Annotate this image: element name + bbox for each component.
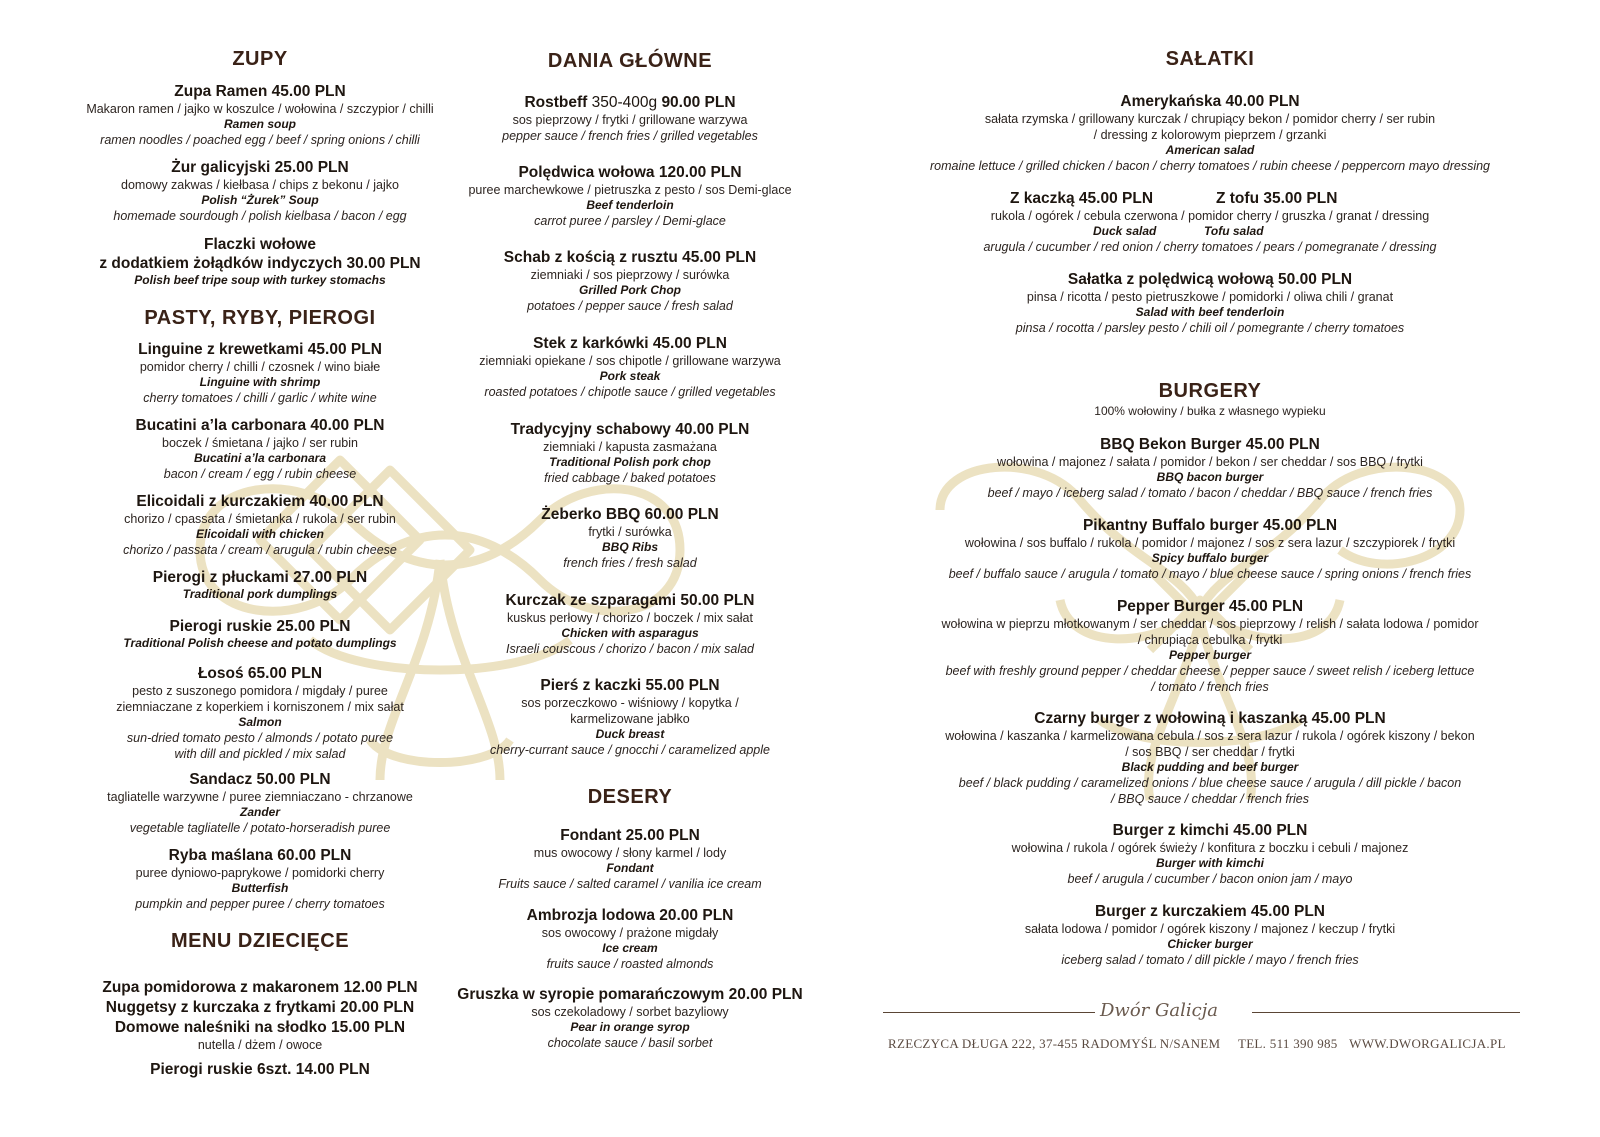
item-desc: sałata lodowa / pomidor / ogórek kiszony / majonez / keczup / frytki (1024, 922, 1396, 936)
item-desc: sos porzeczkowo - wiśniowy / kopytka / (521, 696, 739, 710)
item-desc: boczek / śmietana / jajko / ser rubin (162, 436, 358, 450)
menu-item (870, 92, 1550, 174)
item-desc-line2: karmelizowane jabłko (570, 712, 690, 726)
item-desc: nutella / dżem / owoce (197, 1038, 323, 1052)
item-en-title: Salad with beef tenderloin (1135, 305, 1285, 319)
item-name: Pierogi ruskie 25.00 PLN (169, 618, 351, 635)
item-en-title: Burger with kimchi (1155, 856, 1265, 870)
item-desc: wołowina w pieprzu młotkowanym / ser cheddar / sos pieprzowy / relish / sałata lodowa / pomidor (941, 617, 1479, 631)
menu-item (440, 591, 820, 657)
item-en-desc-line2: / tomato / french fries (1151, 680, 1269, 694)
item-name: Amerykańska 40.00 PLN (1120, 93, 1300, 110)
item-name: Tradycyjny schabowy 40.00 PLN (510, 421, 750, 438)
item-en-desc: beef / mayo / iceberg salad / tomato / bacon / cheddar / BBQ sauce / french fries (987, 486, 1433, 500)
item-en-desc: carrot puree / parsley / Demi-glace (534, 214, 726, 228)
item-en-title: Zander (239, 805, 280, 819)
item-desc: ziemniaki / sos pieprzowy / surówka (530, 268, 730, 282)
footer-address: RZECZYCA DŁUGA 222, 37-455 RADOMYŚL N/SANEM (888, 1036, 1221, 1051)
item-desc: pomidor cherry / chilli / czosnek / wino białe (139, 360, 381, 374)
section-title-dzieci: MENU DZIECIĘCE (170, 930, 350, 952)
menu-item (870, 597, 1550, 695)
item-desc: domowy zakwas / kiełbasa / chips z bekonu / jajko (121, 178, 399, 192)
item-name: BBQ Bekon Burger 45.00 PLN (1100, 436, 1320, 453)
item-name: Sałatka z polędwicą wołową 50.00 PLN (1067, 271, 1353, 288)
item-name: Ryba maślana 60.00 PLN (168, 847, 352, 864)
item-en-title: Beef tenderloin (586, 198, 674, 212)
item-en-title: BBQ bacon burger (1156, 470, 1264, 484)
footer-website[interactable]: WWW.DWORGALICJA.PL (1349, 1036, 1506, 1051)
menu-item (440, 676, 820, 758)
item-en-desc: bacon / cream / egg / rubin cheese (163, 467, 357, 481)
item-desc: ziemniaki opiekane / sos chipotle / grillowane warzywa (479, 354, 781, 368)
item-en-title: Polish beef tripe soup with turkey stomachs (134, 273, 386, 287)
item-en-title: Black pudding and beef burger (1121, 760, 1299, 774)
item-desc: pinsa / ricotta / pesto pietruszkowe / pomidorki / oliwa chili / granat (1026, 290, 1394, 304)
menu-item (440, 420, 820, 486)
item-name: Flaczki wołowe (204, 236, 316, 253)
item-name: Żur galicyjski 25.00 PLN (171, 159, 349, 176)
item-name: Nuggetsy z kurczaka z frytkami 20.00 PLN (105, 999, 415, 1016)
menu-item (440, 163, 820, 229)
item-en-title: BBQ Ribs (601, 540, 658, 554)
item-en-title: Pork steak (599, 369, 661, 383)
item-name: Zupa Ramen 45.00 PLN (174, 83, 346, 100)
item-desc-line2: / sos BBQ / ser cheddar / frytki (1125, 745, 1295, 759)
item-en-desc: fried cabbage / baked potatoes (544, 471, 716, 485)
item-desc: frytki / surówka (588, 525, 672, 539)
item-en-desc: arugula / cucumber / red onion / cherry tomatoes / pears / pomegranate / dressing (983, 240, 1437, 254)
item-name: Polędwica wołowa 120.00 PLN (518, 164, 742, 181)
item-en-title: Polish “Żurek” Soup (201, 193, 319, 207)
item-desc: wołowina / sos buffalo / rukola / pomidor / majonez / sos z sera lazur / szczypiorek / frytki (964, 536, 1456, 550)
item-name: Burger z kurczakiem 45.00 PLN (1094, 903, 1326, 920)
menu-item (440, 505, 820, 571)
item-en-title: American salad (1165, 143, 1255, 157)
item-en-title: Traditional pork dumplings (182, 587, 338, 601)
item-en-desc: Israeli couscous / chorizo / bacon / mix salad (505, 642, 755, 656)
item-name: Pierogi ruskie 6szt. 14.00 PLN (150, 1061, 370, 1078)
footer-divider-left (883, 1012, 1095, 1013)
item-en-title: Salmon (238, 715, 282, 729)
section-title-burgery: BURGERY (1158, 380, 1262, 402)
item-name: Gruszka w syropie pomarańczowym 20.00 PLN (457, 986, 803, 1003)
item-name-left: Z kaczką 45.00 PLN (1010, 190, 1154, 207)
item-name: Sandacz 50.00 PLN (189, 771, 331, 788)
item-name: Elicoidali z kurczakiem 40.00 PLN (136, 493, 384, 510)
item-name: Stek z karkówki 45.00 PLN (533, 335, 727, 352)
item-name: Fondant 25.00 PLN (560, 827, 700, 844)
item-desc-line2: ziemniaczane z koperkiem i korniszonem / mix sałat (116, 700, 404, 714)
item-en-title: Duck breast (595, 727, 665, 741)
item-en-title: Fondant (606, 861, 654, 875)
footer-phone: TEL. 511 390 985 (1237, 1036, 1338, 1051)
item-desc: sos owocowy / prażone migdały (541, 926, 719, 940)
item-name-right: Z tofu 35.00 PLN (1216, 190, 1338, 207)
item-name: Rostbeff 350-400g 90.00 PLN (524, 94, 736, 111)
menu-item (440, 985, 820, 1051)
item-name: Pierś z kaczki 55.00 PLN (540, 677, 720, 694)
menu-item (440, 906, 820, 972)
item-desc: Makaron ramen / jajko w koszulce / wołowina / szczypior / chilli (86, 102, 434, 116)
menu-item (870, 435, 1550, 501)
item-name: Czarny burger z wołowiną i kaszanką 45.00 PLN (1034, 710, 1386, 727)
menu-item (870, 709, 1550, 807)
item-desc: sałata rzymska / grillowany kurczak / chrupiący bekon / pomidor cherry / ser rubin (984, 112, 1436, 126)
menu-item (440, 93, 820, 144)
item-en-desc: potatoes / pepper sauce / fresh salad (527, 299, 733, 313)
item-en-title: Spicy buffalo burger (1151, 551, 1269, 565)
item-name: Domowe naleśniki na słodko 15.00 PLN (114, 1019, 406, 1036)
item-en-desc: pumpkin and pepper puree / cherry tomatoes (135, 897, 385, 911)
item-en-desc: cherry-currant sauce / gnocchi / caramelized apple (490, 743, 770, 757)
item-en-desc: roasted potatoes / chipotle sauce / grilled vegetables (484, 385, 776, 399)
menu-item (440, 826, 820, 892)
item-desc: ziemniaki / kapusta zasmażana (543, 440, 717, 454)
item-en-desc: romaine lettuce / grilled chicken / bacon / cherry tomatoes / rubin cheese / peppercorn mayo dressing (929, 159, 1490, 173)
item-en-desc: ramen noodles / poached egg / beef / spring onions / chilli (100, 133, 420, 147)
menu-item (870, 902, 1550, 968)
section-title-desery: DESERY (587, 786, 673, 808)
item-en-desc: beef / black pudding / caramelized onions / blue cheese sauce / arugula / dill pickle / bacon (958, 776, 1462, 790)
item-desc: puree marchewkowe / pietruszka z pesto / sos Demi-glace (468, 183, 792, 197)
item-desc: chorizo / cpassata / śmietanka / rukola / ser rubin (124, 512, 396, 526)
item-desc: puree dyniowo-paprykowe / pomidorki cherry (135, 866, 385, 880)
item-desc: sos pieprzowy / frytki / grillowane warzywa (512, 113, 748, 127)
menu-item (870, 516, 1550, 582)
item-en-title: Pear in orange syrop (570, 1020, 690, 1034)
item-en-desc: vegetable tagliatelle / potato-horseradish puree (129, 821, 391, 835)
item-en-desc: pepper sauce / french fries / grilled vegetables (502, 129, 758, 143)
item-en-title: Bucatini a’la carbonara (193, 451, 327, 465)
menu-item (440, 334, 820, 400)
item-en-desc: chocolate sauce / basil sorbet (547, 1036, 713, 1050)
footer-divider-right (1252, 1012, 1520, 1013)
footer-contact (888, 1036, 1506, 1052)
item-en-desc: beef / arugula / cucumber / bacon onion jam / mayo (1067, 872, 1353, 886)
menu-item (870, 821, 1550, 887)
item-desc: sos czekoladowy / sorbet bazyliowy (531, 1005, 729, 1019)
restaurant-logo: Dwór Galicja (1100, 1000, 1219, 1021)
item-name: Łosoś 65.00 PLN (197, 665, 323, 682)
item-en-title-left: Duck salad (1093, 224, 1157, 238)
item-desc: wołowina / kaszanka / karmelizowana cebula / sos z sera lazur / rukola / ogórek kiszony / bekon (945, 729, 1475, 743)
item-name: Bucatini a’la carbonara 40.00 PLN (135, 417, 385, 434)
item-name: Zupa pomidorowa z makaronem 12.00 PLN (102, 979, 418, 996)
section-title-dania: DANIA GŁÓWNE (547, 50, 713, 72)
menu-item (870, 189, 1550, 255)
item-en-title: Ice cream (602, 941, 658, 955)
menu-item (870, 270, 1550, 336)
item-en-title: Elicoidali with chicken (195, 527, 325, 541)
item-en-desc: homemade sourdough / polish kielbasa / bacon / egg (113, 209, 407, 223)
item-en-desc-line2: / BBQ sauce / cheddar / french fries (1110, 792, 1309, 806)
item-en-desc: beef with freshly ground pepper / cheddar cheese / pepper sauce / sweet relish / iceberg lettuce (945, 664, 1475, 678)
item-en-title: Chicken with asparagus (561, 626, 699, 640)
section-title-zupy: ZUPY (232, 48, 288, 70)
section-note-burgery: 100% wołowiny / bułka z własnego wypieku (1094, 404, 1326, 418)
item-name: Linguine z krewetkami 45.00 PLN (138, 341, 382, 358)
item-name: Kurczak ze szparagami 50.00 PLN (505, 592, 755, 609)
item-en-title: Grilled Pork Chop (578, 283, 681, 297)
item-desc: rukola / ogórek / cebula czerwona / pomidor cherry / gruszka / granat / dressing (990, 209, 1430, 223)
item-en-desc-line2: with dill and pickled / mix salad (174, 747, 346, 761)
item-desc: wołowina / majonez / sałata / pomidor / bekon / ser cheddar / sos BBQ / frytki (997, 455, 1423, 469)
item-en-desc: cherry tomatoes / chilli / garlic / white wine (143, 391, 377, 405)
item-desc: mus owocowy / słony karmel / lody (533, 846, 727, 860)
item-en-desc: pinsa / rocotta / parsley pesto / chili oil / pomegrante / cherry tomatoes (1015, 321, 1405, 335)
menu-item (440, 248, 820, 314)
item-en-title: Traditional Polish cheese and potato dumplings (123, 636, 397, 650)
item-en-title: Linguine with shrimp (199, 375, 321, 389)
item-name-line2: z dodatkiem żołądków indyczych 30.00 PLN (99, 255, 421, 272)
item-name: Pikantny Buffalo burger 45.00 PLN (1082, 517, 1338, 534)
item-en-title-right: Tofu salad (1204, 224, 1264, 238)
item-en-desc: french fries / fresh salad (563, 556, 697, 570)
item-en-desc: iceberg salad / tomato / dill pickle / mayo / french fries (1061, 953, 1359, 967)
item-en-title: Chicker burger (1167, 937, 1253, 951)
section-title-pasty: PASTY, RYBY, PIEROGI (144, 307, 376, 329)
item-en-title: Pepper burger (1168, 648, 1252, 662)
item-name: Żeberko BBQ 60.00 PLN (541, 506, 719, 523)
item-name: Schab z kością z rusztu 45.00 PLN (503, 249, 757, 266)
item-en-title: Ramen soup (223, 117, 296, 131)
item-name-pair (870, 189, 1550, 208)
item-desc-line2: / dressing z kolorowym pieprzem / grzanki (1093, 128, 1327, 142)
item-desc: wołowina / rukola / ogórek świeży / konfitura z boczku i cebuli / majonez (1011, 841, 1409, 855)
item-desc: pesto z suszonego pomidora / migdały / puree (132, 684, 388, 698)
item-en-desc: chorizo / passata / cream / arugula / rubin cheese (123, 543, 397, 557)
section-title-salatki: SAŁATKI (1165, 48, 1255, 70)
item-en-desc: beef / buffalo sauce / arugula / tomato / mayo / blue cheese sauce / spring onions / french fries (948, 567, 1472, 581)
item-name: Pierogi z płuckami 27.00 PLN (152, 569, 368, 586)
item-en-desc: fruits sauce / roasted almonds (546, 957, 714, 971)
item-en-desc: Fruits sauce / salted caramel / vanilia ice cream (498, 877, 762, 891)
item-en-title-pair (870, 224, 1550, 239)
menu-item (0, 1060, 520, 1079)
item-en-title: Traditional Polish pork chop (549, 455, 711, 469)
item-en-desc: sun-dried tomato pesto / almonds / potato puree (126, 731, 394, 745)
item-desc: kuskus perłowy / chorizo / boczek / mix sałat (507, 611, 753, 625)
item-desc-line2: / chrupiąca cebulka / frytki (1137, 633, 1283, 647)
item-name: Ambrozja lodowa 20.00 PLN (526, 907, 734, 924)
item-name: Pepper Burger 45.00 PLN (1116, 598, 1304, 615)
item-desc: tagliatelle warzywne / puree ziemniaczano - chrzanowe (107, 790, 413, 804)
item-name: Burger z kimchi 45.00 PLN (1112, 822, 1308, 839)
item-en-title: Butterfish (231, 881, 289, 895)
